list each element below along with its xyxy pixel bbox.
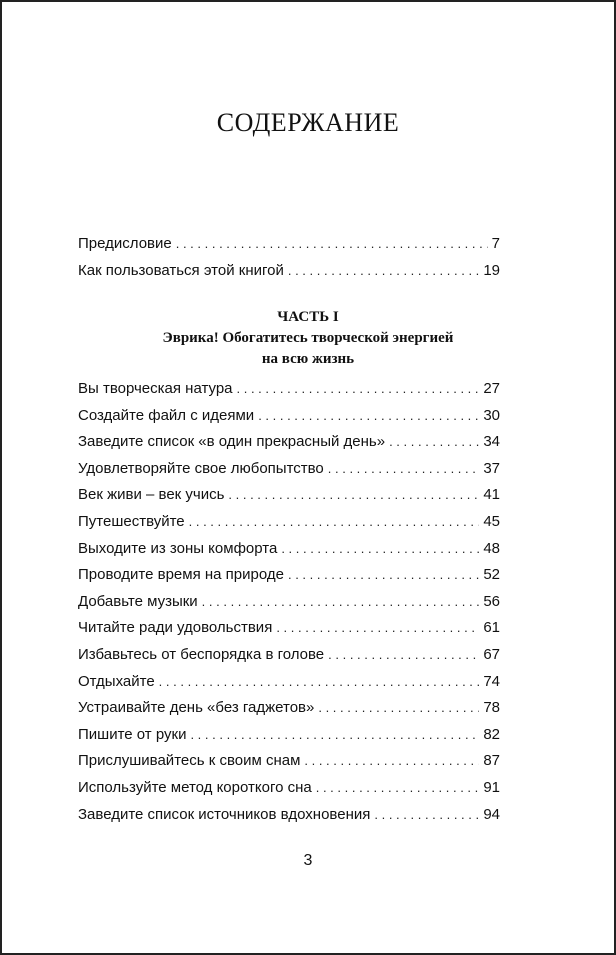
toc-entry-label: Отдыхайте bbox=[78, 672, 155, 690]
toc-leader-dots bbox=[276, 619, 479, 636]
toc-entry-label: Прислушивайтесь к своим снам bbox=[78, 752, 301, 770]
toc-leader-dots bbox=[202, 593, 480, 610]
toc-entry-page: 56 bbox=[483, 592, 500, 610]
toc-entry bbox=[78, 540, 500, 567]
toc-entry-label: Удовлетворяйте свое любопытство bbox=[78, 459, 324, 477]
toc-entry-page: 45 bbox=[483, 512, 500, 530]
toc-entry-page: 48 bbox=[483, 539, 500, 557]
toc-entry-page: 34 bbox=[483, 433, 500, 451]
toc-entry bbox=[78, 619, 500, 646]
toc-entry bbox=[78, 433, 500, 460]
toc-entry-page: 87 bbox=[483, 752, 500, 770]
toc-entry-page: 7 bbox=[491, 235, 500, 252]
toc-entry bbox=[78, 699, 500, 726]
toc-entry-label: Предисловие bbox=[78, 235, 172, 252]
toc-leader-dots bbox=[374, 806, 479, 823]
toc-entry-page: 19 bbox=[483, 261, 500, 279]
toc-entry bbox=[78, 726, 500, 753]
intro-toc bbox=[78, 235, 500, 288]
toc-entry-page: 27 bbox=[483, 380, 500, 397]
toc-leader-dots bbox=[288, 262, 479, 279]
toc-entry bbox=[78, 779, 500, 806]
toc-leader-dots bbox=[316, 779, 480, 796]
toc-entry-page: 30 bbox=[483, 406, 500, 424]
page-title: СОДЕРЖАНИЕ bbox=[216, 108, 400, 137]
toc-leader-dots bbox=[328, 460, 480, 477]
toc-entry-label: Выходите из зоны комфорта bbox=[78, 539, 278, 557]
toc-leader-dots bbox=[258, 407, 479, 424]
toc-entry-label: Заведите список источников вдохновения bbox=[78, 805, 371, 823]
toc-entry-label: Заведите список «в один прекрасный день» bbox=[78, 433, 386, 451]
page-number: 3 bbox=[303, 852, 313, 869]
toc-entry bbox=[78, 407, 500, 434]
toc-entry-page: 78 bbox=[483, 699, 500, 717]
toc-leader-dots bbox=[237, 380, 480, 397]
toc-entry-label: Век живи – век учись bbox=[78, 486, 225, 504]
toc-entry bbox=[78, 646, 500, 673]
toc-entry-page: 91 bbox=[483, 778, 500, 796]
toc-leader-dots bbox=[190, 726, 479, 743]
toc-leader-dots bbox=[159, 673, 480, 690]
part-toc bbox=[78, 380, 500, 832]
toc-leader-dots bbox=[176, 235, 488, 252]
toc-entry-page: 41 bbox=[483, 486, 500, 504]
toc-entry-label: Используйте метод короткого сна bbox=[78, 778, 312, 796]
toc-entry bbox=[78, 262, 500, 289]
toc-leader-dots bbox=[189, 513, 480, 530]
toc-leader-dots bbox=[328, 646, 479, 663]
toc-entry-label: Добавьте музыки bbox=[78, 592, 198, 610]
toc-entry bbox=[78, 380, 500, 407]
toc-entry-label: Как пользоваться этой книгой bbox=[78, 261, 284, 279]
toc-entry-label: Создайте файл с идеями bbox=[78, 406, 255, 424]
toc-entry-page: 52 bbox=[483, 566, 500, 584]
toc-entry-label: Читайте ради удовольствия bbox=[78, 619, 273, 637]
toc-entry bbox=[78, 486, 500, 513]
toc-entry bbox=[78, 513, 500, 540]
toc-entry bbox=[78, 460, 500, 487]
toc-leader-dots bbox=[228, 486, 479, 503]
part-name-line-2: на всю жизнь bbox=[261, 351, 355, 367]
toc-entry-label: Проводите время на природе bbox=[78, 566, 284, 584]
toc-leader-dots bbox=[318, 699, 479, 716]
toc-leader-dots bbox=[389, 433, 479, 450]
toc-entry-label: Пишите от руки bbox=[78, 725, 187, 743]
toc-leader-dots bbox=[281, 540, 479, 557]
toc-entry-page: 82 bbox=[483, 725, 500, 743]
toc-leader-dots bbox=[288, 566, 479, 583]
toc-entry-label: Путешествуйте bbox=[78, 512, 185, 530]
toc-entry bbox=[78, 806, 500, 833]
toc-entry-label: Избавьтесь от беспорядка в голове bbox=[78, 645, 325, 663]
toc-entry bbox=[78, 566, 500, 593]
part-number: ЧАСТЬ I bbox=[277, 309, 339, 325]
part-heading bbox=[2, 307, 614, 370]
toc-entry bbox=[78, 593, 500, 620]
toc-entry-page: 94 bbox=[483, 805, 500, 823]
toc-entry-page: 74 bbox=[483, 672, 500, 690]
toc-entry-label: Вы творческая натура bbox=[78, 380, 233, 397]
toc-entry-page: 37 bbox=[483, 459, 500, 477]
toc-entry-label: Устраивайте день «без гаджетов» bbox=[78, 699, 315, 717]
toc-entry bbox=[78, 752, 500, 779]
toc-leader-dots bbox=[304, 752, 479, 769]
toc-entry-page: 67 bbox=[483, 645, 500, 663]
toc-entry-page: 61 bbox=[483, 619, 500, 637]
part-name-line-1: Эврика! Обогатитесь творческой энергией bbox=[162, 330, 454, 346]
toc-entry bbox=[78, 235, 500, 262]
toc-entry bbox=[78, 673, 500, 700]
